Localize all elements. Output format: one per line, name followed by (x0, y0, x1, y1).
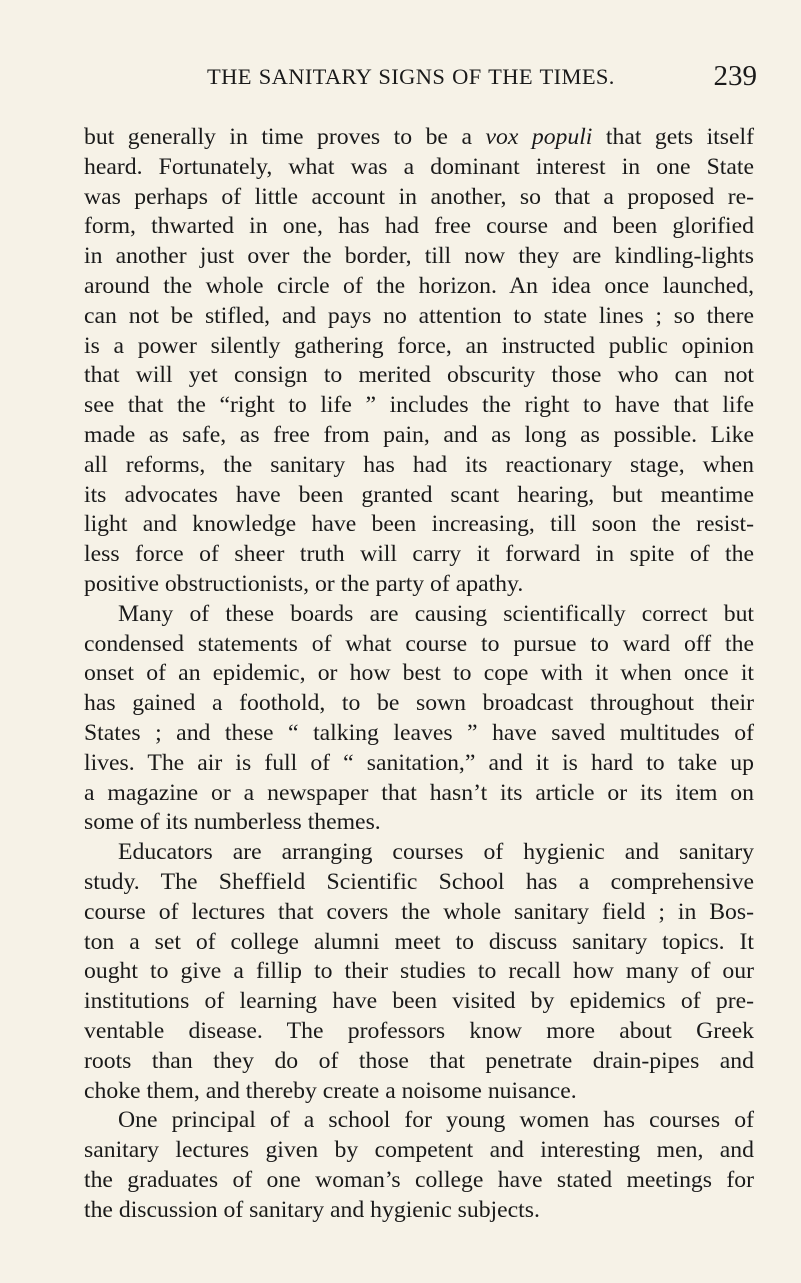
paragraph-last-line: some of its numberless themes. (84, 809, 381, 836)
text-line: light and knowledge have been increasing, till soon the resist- (84, 511, 754, 538)
text-line: course of lectures that covers the whole sanitary field ; in Bos- (84, 898, 754, 925)
text-line: condensed statements of what course to pursue to ward off the (84, 630, 754, 657)
text-line: sanitary lectures given by competent and interesting men, and (84, 1137, 754, 1164)
text-line: heard. Fortunately, what was a dominant interest in one State (84, 153, 754, 180)
text-line: is a power silently gathering force, an instructed public opinion (84, 332, 754, 359)
text-line: its advocates have been granted scant hearing, but meantime (84, 481, 754, 508)
text-line: ton a set of college alumni meet to discuss sanitary topics. It (84, 928, 754, 955)
page-header (207, 62, 757, 102)
text-line: was perhaps of little account in another, so that a proposed re- (84, 183, 754, 210)
text-line: institutions of learning have been visited by epidemics of pre- (84, 988, 754, 1015)
text-line: around the whole circle of the horizon. An idea once launched, (84, 272, 754, 299)
text-line: form, thwarted in one, has had free course and been glorified (84, 213, 754, 240)
text-line: roots than they do of those that penetrate drain-pipes and (84, 1047, 754, 1074)
body-text (84, 123, 754, 1225)
paragraph-last-line: positive obstructionists, or the party of apathy. (84, 570, 524, 597)
text-line: see that the “right to life ” includes the right to have that life (84, 392, 754, 419)
text-line: can not be stifled, and pays no attention to state lines ; so there (84, 302, 754, 329)
text-line: the graduates of one woman’s college have stated meetings for (84, 1166, 754, 1193)
text-line: made as safe, as free from pain, and as long as possible. Like (84, 421, 754, 448)
running-head: THE SANITARY SIGNS OF THE TIMES. (207, 64, 615, 89)
paragraph-last-line: choke them, and thereby create a noisome nuisance. (84, 1077, 577, 1104)
text-line: lives. The air is full of “ sanitation,” and it is hard to take up (84, 749, 754, 776)
italic-phrase: vox populi (485, 124, 593, 150)
text-line: a magazine or a newspaper that hasn’t its article or its item on (84, 779, 754, 806)
text-line: ventable disease. The professors know more about Greek (84, 1017, 754, 1044)
text-fragment: that gets itself (592, 124, 754, 150)
text-line: States ; and these “ talking leaves ” have saved multitudes of (84, 719, 754, 746)
text-line: less force of sheer truth will carry it forward in spite of the (84, 541, 754, 568)
text-line: has gained a foothold, to be sown broadcast throughout their (84, 690, 754, 717)
paragraph-first-line: Many of these boards are causing scientifically correct but (118, 600, 754, 627)
text-line: onset of an epidemic, or how best to cope with it when once it (84, 660, 754, 687)
page-number: 239 (713, 60, 757, 92)
text-line: study. The Sheffield Scientific School has a comprehensive (84, 868, 754, 895)
paragraph-last-line: the discussion of sanitary and hygienic subjects. (84, 1196, 540, 1223)
text-line: all reforms, the sanitary has had its reactionary stage, when (84, 451, 754, 478)
text-fragment: but generally in time proves to be a (84, 124, 486, 150)
text-line (84, 123, 754, 153)
text-line: ought to give a fillip to their studies to recall how many of our (84, 958, 754, 985)
paragraph-first-line: Educators are arranging courses of hygienic and sanitary (118, 839, 754, 866)
text-line: in another just over the border, till now they are kindling-lights (84, 243, 754, 270)
paragraph-first-line: One principal of a school for young women has courses of (118, 1107, 754, 1134)
text-line: that will yet consign to merited obscurity those who can not (84, 362, 754, 389)
